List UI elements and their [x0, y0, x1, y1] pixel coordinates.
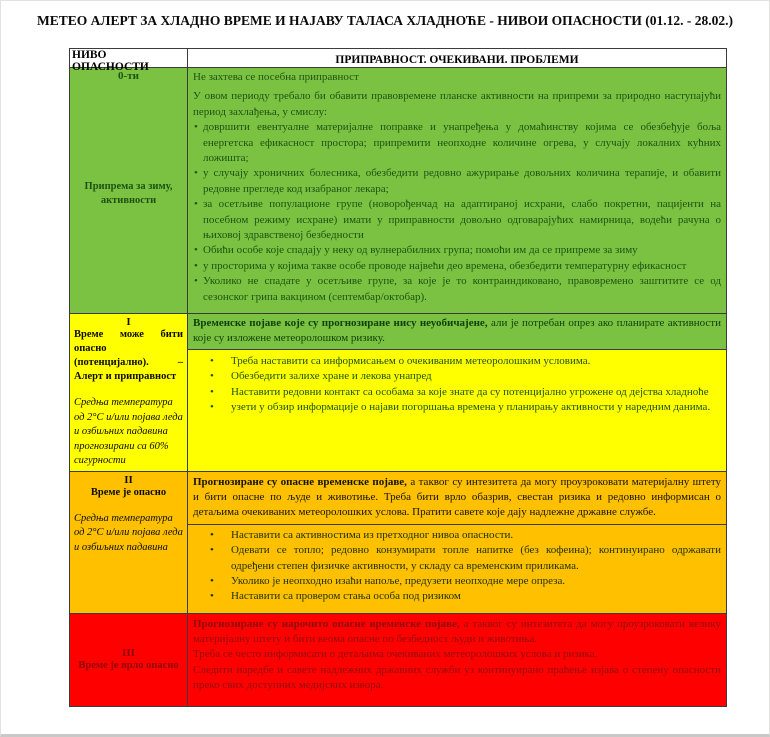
- level-2-name: Време је опасно: [90, 486, 167, 498]
- level-0-row: [70, 67, 726, 313]
- level-3-line2: Треба се често информисати о детаљима очекиваних метеоролошких услова и ризика.: [193, 648, 598, 661]
- level-3-label-cell: [70, 614, 188, 706]
- level-0-code: 0-ти: [118, 70, 139, 82]
- level-3-intro-rest: а таквог су интезитета да могу проузроковати велику материјалну штету и бити веома опасне по безбедност људи и животиња.: [193, 617, 721, 645]
- bullet-item: • Наставити са провером стања особа под ризиком: [193, 589, 721, 604]
- level-3-code: III: [122, 646, 135, 659]
- bullet-item: • Наставити редовни контакт са особама за које знате да су потенцијално угрожене од дејства хладноће: [193, 385, 721, 400]
- bullet-item: • Обезбедити залихе хране и лекова унапред: [193, 369, 721, 384]
- bullet-item: • Одевати се топло; редовно конзумирати топле напитке (без кофеина); континуирано одржавати одређени степен физичке активности, у складу са временским приликама.: [193, 543, 721, 574]
- level-2-code: II: [124, 473, 133, 486]
- level-2-body: [188, 525, 726, 607]
- bullet-item: • за осетљиве популационе групе (новорођенчад на адаптираној исхрани, слабо покретни, пацијенти на посебном режиму исхране) имати у приправности довољно одговарајућих намирница, водећи рачуна о њиховој здравственој безбедности: [193, 197, 721, 243]
- level-2-intro-bold: Прогнозиране су опасне временске појаве,: [193, 475, 407, 488]
- level-3-content-cell: [188, 614, 726, 706]
- page-title: МЕТЕО АЛЕРТ ЗА ХЛАДНО ВРЕМЕ И НАЈАВУ ТАЛАСА ХЛАДНОЋЕ - НИВОИ ОПАСНОСТИ (01.12. - 28.02.): [37, 13, 733, 28]
- level-1-banner: [188, 314, 726, 350]
- bullet-item: • Уколико не спадате у осетљиве групе, за које је то контраиндиковано, правовремено заштитите се од сезонског грипа вакцином (септембар/октобар).: [193, 274, 721, 305]
- bullet-item: • Обићи особе које спадају у неку од вулнерабилних група; помоћи им да се припреме за зиму: [193, 243, 721, 258]
- level-1-criteria: Средња температура од 2°С и/или појава леда и озбиљних падавина прогнозирани са 60% сигурности: [74, 397, 183, 466]
- level-0-status: Не захтева се посебна приправност: [193, 71, 359, 83]
- level-0-label-cell: [70, 68, 188, 313]
- level-1-banner-bold: Временске појаве које су прогнозиране нису неуобичајене,: [193, 317, 488, 329]
- level-3-name: Време је врло опасно: [78, 659, 179, 671]
- bullet-item: • довршити евентуалне материјалне поправке и унапређења у домаћинству којима се обезбеђује боља енергетска ефикасност простора; припремити неопходне количине огрева, у случају локалних кућних ложишта;: [193, 120, 721, 166]
- bullet-item: • Наставити са активностима из претходног нивоа опасности.: [193, 528, 721, 543]
- bullet-item: • Уколико је неопходно изаћи напоље, предузети неопходне мере опреза.: [193, 574, 721, 589]
- level-1-banner-rest: али је потребан опрез ако планирате активности које су изложене метеоролошком ризику.: [193, 317, 721, 345]
- bullet-item: • у случају хроничних болесника, обезбедити редовно ажурирање довољних количина терапије, и обавити редовне прегледе код изабраног лекара;: [193, 166, 721, 197]
- alert-levels-table: [69, 48, 727, 707]
- level-3-intro-bold: Прогнозиране су нарочито опасне временске појаве,: [193, 617, 460, 630]
- level-2-label-cell: [70, 472, 188, 613]
- bullet-item: • Треба наставити са информисањем о очекиваним метеоролошким условима.: [193, 354, 721, 369]
- level-0-intro: У овом периоду требало би обавити правовремене планске активности на припреми за природно наступајући период захлађења, у смислу:: [193, 90, 721, 118]
- level-0-content-cell: [188, 68, 726, 313]
- level-3-intro: [193, 617, 721, 648]
- bullet-item: • узети у обзир информације о најави погоршања времена у планирању активности у наредним данима.: [193, 400, 721, 415]
- bullet-item: • у просторима у којима такве особе проводе највећи део времена, обезбедити температурну ефикасност: [193, 259, 721, 274]
- level-2-content-cell: [188, 472, 726, 613]
- level-1-bullet-list: [193, 352, 721, 416]
- level-2-intro: [188, 472, 726, 525]
- level-2-criteria: Средња температура од 2°С и/или појава леда и озбиљних падавина: [74, 512, 183, 553]
- level-3-row: [70, 613, 726, 706]
- level-1-label-cell: [70, 314, 188, 471]
- level-2-intro-rest: а таквог су интезитета да могу проузроковати материјалну штету и бити опасне по људе и животиње. Треба бити врло обазрив, свестан ризика и редовно информисан о детаљима очекиваних метеоролошких услова. Пратити савете које дају надлежне државне службе.: [193, 475, 721, 519]
- level-2-bullet-list: [193, 526, 721, 605]
- level-2-row: [70, 471, 726, 613]
- header-info-column: ПРИПРАВНОСТ. ОЧЕКИВАНИ. ПРОБЛЕМИ: [335, 54, 579, 67]
- level-1-body: [188, 350, 726, 418]
- level-0-bullet-list: [193, 120, 721, 305]
- header-level-column: НИВО ОПАСНОСТИ: [70, 49, 188, 73]
- level-1-content-cell: [188, 314, 726, 471]
- level-1-row: [70, 313, 726, 471]
- table-header-row: [70, 49, 726, 73]
- level-3-line3: Следити наредбе и савете надлежних државних служби уз континуирано праћење изјава о степену опасности преко свих доступних медијских извора.: [193, 663, 721, 692]
- level-1-code: I: [126, 316, 131, 328]
- level-0-name: Припрема за зиму, активности: [84, 181, 173, 206]
- level-1-name: Време може бити опасно (потенцијално). – Алерт и приправност: [74, 329, 183, 382]
